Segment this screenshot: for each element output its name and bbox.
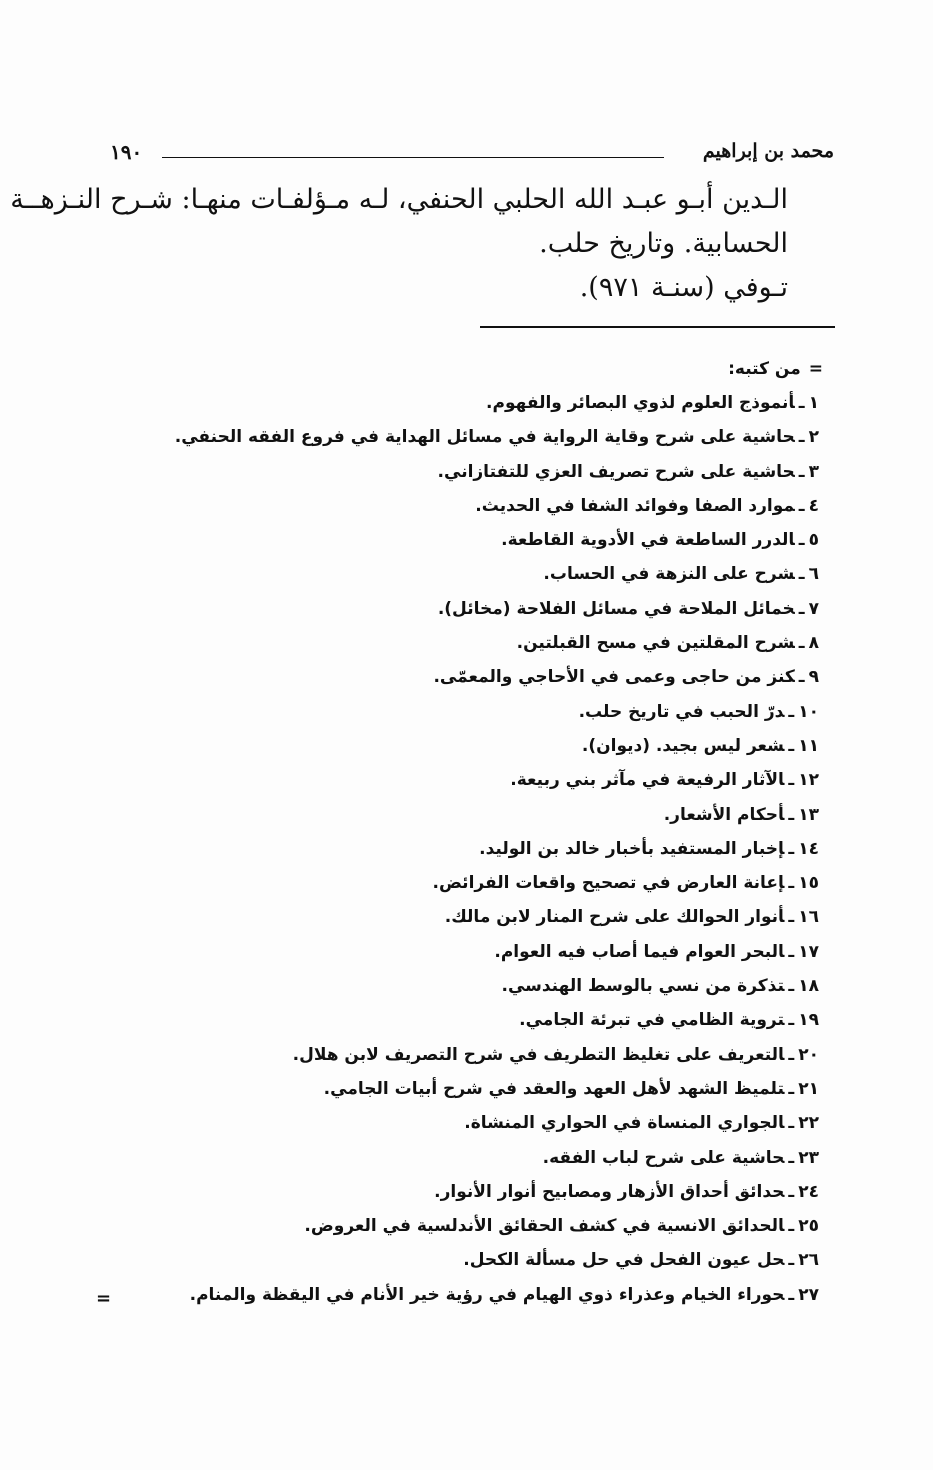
list-item xyxy=(123,1175,823,1209)
item-title: شعر ليس بجيد. (ديوان). xyxy=(581,735,785,756)
item-number: ٣ xyxy=(808,461,819,482)
item-title: كنز من حاجى وعمى في الأحاجي والمعمّى. xyxy=(433,667,795,688)
item-title: تروية الظامي في تبرئة الجامي. xyxy=(519,1010,785,1031)
list-item xyxy=(123,866,823,900)
item-number: ٥ xyxy=(808,530,819,551)
list-item xyxy=(123,557,823,591)
item-number: ١٩ xyxy=(798,1010,819,1031)
header-rule xyxy=(162,157,664,158)
item-title: حاشية على شرح تصريف العزي للتفتازاني. xyxy=(437,461,795,482)
item-separator: ـ xyxy=(798,564,805,585)
item-title: شرح على النزهة في الحساب. xyxy=(543,564,795,585)
list-item xyxy=(123,969,823,1003)
header-title: محمد بن إبراهيم xyxy=(702,140,834,162)
item-number: ١٤ xyxy=(798,838,819,859)
item-number: ١٥ xyxy=(798,873,819,894)
item-separator: ـ xyxy=(788,976,795,997)
page-number: ١٩٠ xyxy=(110,140,143,164)
item-number: ٤ xyxy=(808,495,819,516)
continuation-mark: = xyxy=(96,1288,112,1309)
item-title: حاشية على شرح وقاية الرواية في مسائل الهداية في فروع الفقه الحنفي. xyxy=(174,427,795,448)
item-number: ٦ xyxy=(808,564,819,585)
item-separator: ـ xyxy=(788,1147,795,1168)
item-title: الآثار الرفيعة في مآثر بني ربيعة. xyxy=(510,770,785,791)
item-number: ٨ xyxy=(808,633,819,654)
item-number: ٢٤ xyxy=(798,1181,819,1202)
works-list xyxy=(123,352,823,1312)
item-title: الدرر الساطعة في الأدوية القاطعة. xyxy=(501,530,795,551)
item-separator: ـ xyxy=(788,735,795,756)
item-separator: ـ xyxy=(798,495,805,516)
running-header xyxy=(110,140,834,176)
item-separator: ـ xyxy=(788,701,795,722)
works-items xyxy=(123,386,823,1312)
item-number: ٢٦ xyxy=(798,1250,819,1271)
item-number: ١٨ xyxy=(798,976,819,997)
item-number: ٩ xyxy=(808,667,819,688)
item-number: ٧ xyxy=(808,598,819,619)
list-item xyxy=(123,523,823,557)
item-number: ٢٣ xyxy=(798,1147,819,1168)
item-separator: ـ xyxy=(788,941,795,962)
item-number: ٢ xyxy=(808,427,819,448)
item-number: ١٠ xyxy=(798,701,819,722)
list-item xyxy=(123,729,823,763)
list-item xyxy=(123,832,823,866)
list-item xyxy=(123,1243,823,1277)
works-heading-label: من كتبه: xyxy=(728,359,801,379)
list-item xyxy=(123,763,823,797)
item-title: البحر العوام فيما أصاب فيه العوام. xyxy=(494,941,785,962)
bio-line: الـدين أبـو عبـد الله الحلبي الحنفي، لـه مـؤلفـات منهـا: شـرح النـزهــة xyxy=(10,184,788,215)
item-separator: ـ xyxy=(788,804,795,825)
item-separator: ـ xyxy=(798,633,805,654)
list-item xyxy=(123,935,823,969)
item-number: ١١ xyxy=(798,735,819,756)
list-item xyxy=(123,1003,823,1037)
bio-line: تـوفي (سنـة ٩٧١). xyxy=(579,272,788,303)
item-number: ١٢ xyxy=(798,770,819,791)
item-title: أنوار الحوالك على شرح المنار لابن مالك. xyxy=(444,907,785,928)
item-title: إعانة العارض في تصحيح واقعات الفرائض. xyxy=(432,873,785,894)
item-separator: ـ xyxy=(788,770,795,791)
list-item xyxy=(123,900,823,934)
item-number: ١ xyxy=(808,393,819,413)
item-title: شرح المقلتين في مسح القبلتين. xyxy=(516,633,795,654)
item-title: الجواري المنساة في الحواري المنشاة. xyxy=(464,1113,785,1134)
item-separator: ـ xyxy=(798,427,805,448)
item-title: إخبار المستفيد بأخبار خالد بن الوليد. xyxy=(479,838,785,859)
list-item xyxy=(123,455,823,489)
item-separator: ـ xyxy=(798,667,805,688)
item-separator: ـ xyxy=(788,873,795,894)
item-separator: ـ xyxy=(788,1284,795,1305)
item-number: ٢١ xyxy=(798,1078,819,1099)
list-item xyxy=(123,1141,823,1175)
item-separator: ـ xyxy=(798,393,805,413)
item-number: ١٦ xyxy=(798,907,819,928)
item-number: ١٧ xyxy=(798,941,819,962)
item-number: ١٣ xyxy=(798,804,819,825)
item-number: ٢٧ xyxy=(798,1284,819,1305)
item-number: ٢٥ xyxy=(798,1216,819,1237)
item-separator: ـ xyxy=(788,1113,795,1134)
item-title: حدائق أحداق الأزهار ومصابيح أنوار الأنوار. xyxy=(434,1181,785,1202)
item-number: ٢٠ xyxy=(798,1044,819,1065)
list-item xyxy=(123,1106,823,1140)
list-item xyxy=(123,1209,823,1243)
item-title: تلميظ الشهد لأهل العهد والعقد في شرح أبيات الجامي. xyxy=(323,1078,785,1099)
list-item xyxy=(123,1278,823,1312)
item-separator: ـ xyxy=(788,1010,795,1031)
list-item xyxy=(123,626,823,660)
item-separator: ـ xyxy=(798,530,805,551)
list-item xyxy=(123,695,823,729)
item-separator: ـ xyxy=(788,1181,795,1202)
item-separator: ـ xyxy=(788,1216,795,1237)
list-item xyxy=(123,1072,823,1106)
list-item xyxy=(123,489,823,523)
item-title: أنموذج العلوم لذوي البصائر والفهوم. xyxy=(486,393,795,413)
works-heading xyxy=(123,352,823,386)
item-number: ٢٢ xyxy=(798,1113,819,1134)
biography-paragraph xyxy=(10,178,788,310)
item-title: تذكرة من نسي بالوسط الهندسي. xyxy=(501,976,785,997)
item-separator: ـ xyxy=(788,1078,795,1099)
works-marker: = xyxy=(808,359,823,379)
list-item xyxy=(123,386,823,420)
list-item xyxy=(123,798,823,832)
item-separator: ـ xyxy=(798,598,805,619)
item-separator: ـ xyxy=(788,1250,795,1271)
list-item xyxy=(123,1038,823,1072)
item-title: أحكام الأشعار. xyxy=(663,804,785,825)
list-item xyxy=(123,592,823,626)
item-title: التعريف على تغليظ التطريف في شرح التصريف لابن هلال. xyxy=(292,1044,785,1065)
list-item xyxy=(123,660,823,694)
item-separator: ـ xyxy=(788,907,795,928)
item-separator: ـ xyxy=(788,1044,795,1065)
item-separator: ـ xyxy=(788,838,795,859)
item-title: الحدائق الانسية في كشف الحقائق الأندلسية في العروض. xyxy=(304,1216,785,1237)
item-title: موارد الصفا وفوائد الشفا في الحديث. xyxy=(475,495,795,516)
item-title: حل عيون الفحل في حل مسألة الكحل. xyxy=(463,1250,785,1271)
list-item xyxy=(123,420,823,454)
bio-line: الحسابية. وتاريخ حلب. xyxy=(539,228,788,259)
section-divider xyxy=(480,326,835,328)
item-title: حاشية على شرح لباب الفقه. xyxy=(542,1147,785,1168)
item-separator: ـ xyxy=(798,461,805,482)
item-title: حوراء الخيام وعذراء ذوي الهيام في رؤية خير الأنام في اليقظة والمنام. xyxy=(189,1284,785,1305)
item-title: درّ الحبب في تاريخ حلب. xyxy=(578,701,785,722)
item-title: خمائل الملاحة في مسائل الفلاحة (مخائل). xyxy=(437,598,795,619)
